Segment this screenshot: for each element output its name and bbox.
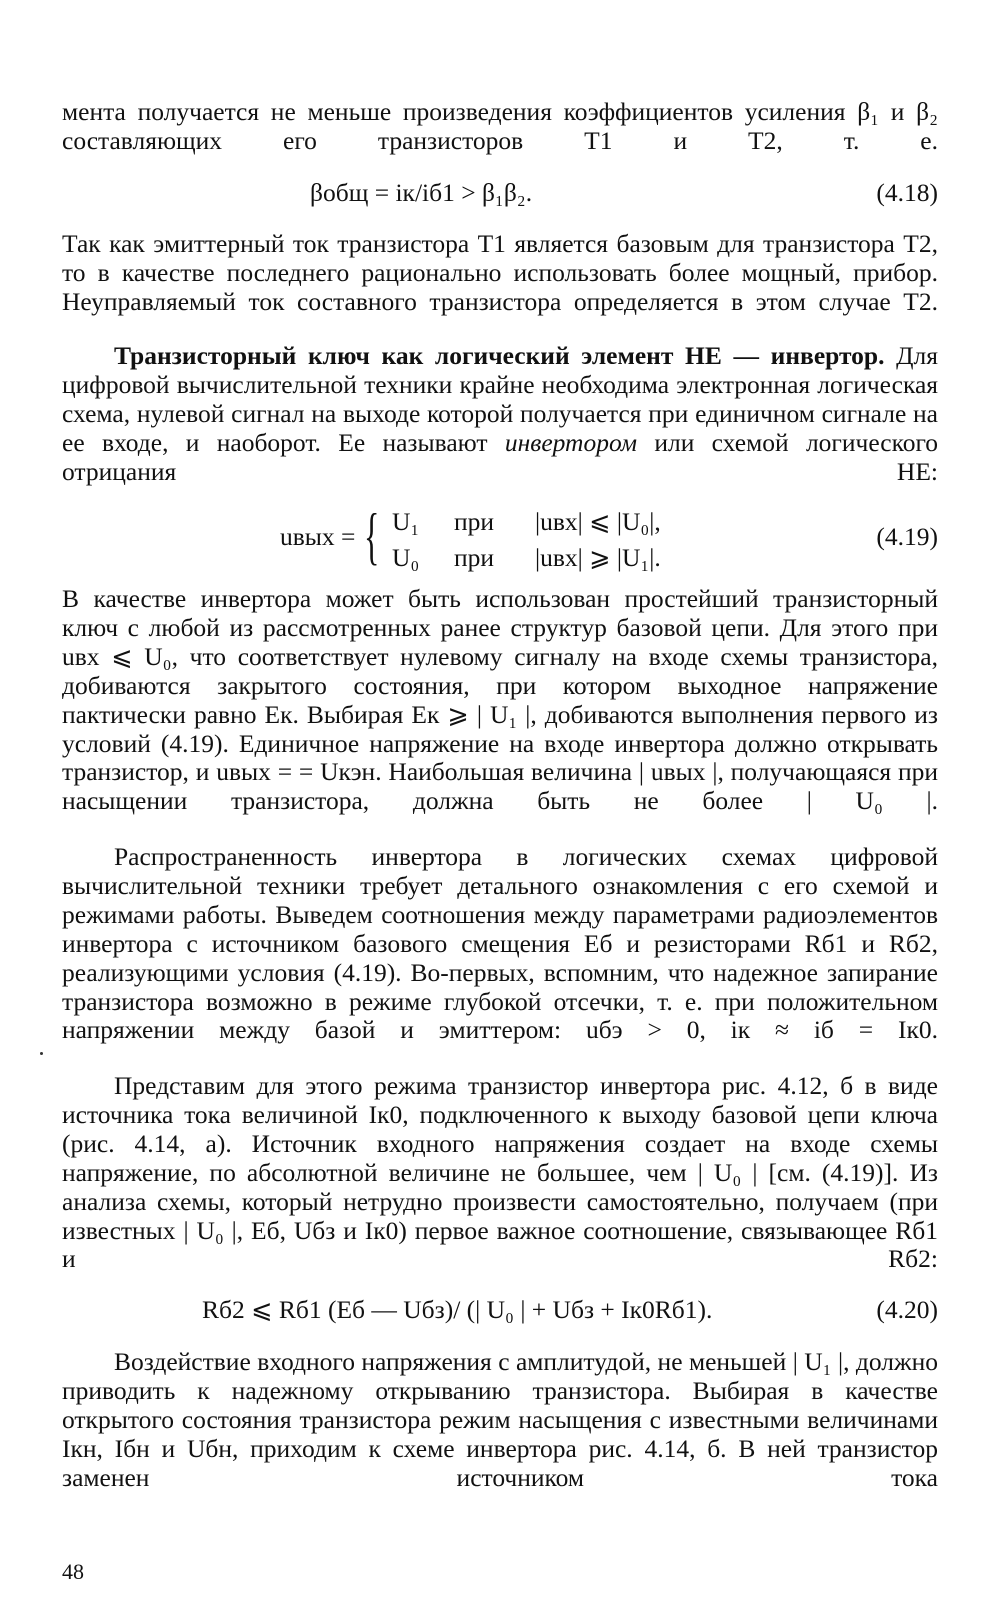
paragraph-emitter-current: Так как эмиттерный ток транзистора T1 является базовым для транзистора T2, то в качестве последнего рационально использовать более мощный, прибор. Неуправляемый ток составного транзистора определяется в этом случае T2. <box>62 229 938 316</box>
inverter-intro-tail: или схемой логического отрицания НЕ: <box>62 427 939 486</box>
equation-4-20-body: Rб2 ⩽ Rб1 (Eб — Uбз)/ (| U₀ | + Uбз + Iк0Rб1). <box>202 1295 713 1324</box>
equation-4-20-number: (4.20) <box>876 1295 938 1324</box>
equation-4-19-row-2-condition: |uвх| ⩾ |U₁|. <box>535 543 661 572</box>
paragraph-inverter-intro <box>62 342 938 487</box>
equation-4-19-number: (4.19) <box>876 522 938 551</box>
equation-4-19 <box>62 500 938 575</box>
equation-4-19-lhs: uвых = <box>280 522 356 551</box>
equation-4-19-row-2 <box>392 543 661 573</box>
inverter-term: инвертором <box>504 427 638 457</box>
equation-4-19-row-1-value: U₁ <box>392 507 420 536</box>
paragraph-continuation: мента получается не меньше произведения коэффициентов усиления β₁ и β₂ составляющих его транзисторов T1 и T2, т. е. <box>62 97 938 155</box>
curly-brace-icon: { <box>364 500 380 571</box>
paragraph-inverter-key: В качестве инвертора может быть использован простейший транзисторный ключ с любой из рассмотренных ранее структур базовой цепи. Для этого при uвх ⩽ U₀, что соответствует нулевому сигналу на входе схемы транзистора, добиваются закрытого состояния, при котором выходное напряжение пактически равно Eк. Выбирая Eк ⩾ | U₁ |, добиваются выполнения первого из условий (4.19). Единичное напряжение на входе инвертора должно открывать транзистор, и uвых = = Uкэн. Наибольшая величина | uвых |, получающаяся при насыщении транзистора, должна быть не более | U₀ |. <box>62 584 938 816</box>
scan-speck-icon <box>40 1052 43 1055</box>
equation-4-20 <box>62 1295 938 1325</box>
equation-4-19-row-2-word: при <box>454 543 495 572</box>
equation-4-19-row-1-condition: |uвх| ⩽ |U₀|, <box>535 507 661 536</box>
equation-4-19-row-1 <box>392 507 661 537</box>
equation-4-18-body: βобщ = iк/iб1 > β₁β₂. <box>310 178 533 207</box>
paragraph-input-voltage: Воздействие входного напряжения с амплитудой, не меньшей | U₁ |, должно приводить к надежному открыванию транзистора. Выбирая в качестве открытого состояния транзистора режим насыщения с известными величинами Iкн, Iбн и Uбн, приходим к схеме инвертора рис. 4.14, б. В ней транзистор заменен источником тока <box>62 1347 938 1492</box>
equation-4-18-number: (4.18) <box>876 178 938 207</box>
page-number: 48 <box>62 1559 84 1584</box>
section-heading: Транзисторный ключ как логический элемент НЕ — инвертор. <box>114 341 885 370</box>
equation-4-18 <box>62 178 938 208</box>
equation-4-19-row-2-value: U₀ <box>392 543 420 572</box>
inverter-intro-body: Для цифровой вычислительной техники крайне необходима электронная логическая схема, нулевой сигнал на выходе которой получается при единичном сигнале на ее входе, и наоборот. Ее называют <box>62 341 939 457</box>
paragraph-inverter-prevalence: Распространенность инвертора в логических схемах цифровой вычислительной техники требует детального ознакомления с его схемой и режимами работы. Выведем соотношения между параметрами радиоэлементов инвертора с источником базового смещения Eб и резисторами Rб1 и Rб2, реализующими условия (4.19). Во-первых, вспомним, что надежное запирание транзистора возможно в режиме глубокой отсечки, т. е. при положительном напряжении между базой и эмиттером: uбэ > 0, iк ≈ iб = Iк0. <box>62 842 938 1045</box>
equation-4-19-row-1-word: при <box>454 507 495 536</box>
paragraph-current-source: Представим для этого режима транзистор инвертора рис. 4.12, б в виде источника тока величиной Iк0, подключенного к выходу базовой цепи ключа (рис. 4.14, а). Источник входного напряжения создает на входе схемы напряжение, по абсолютной величине не большее, чем | U₀ | [см. (4.19)]. Из анализа схемы, который нетрудно произвести самостоятельно, получаем (при известных | U₀ |, Eб, Uбз и Iк0) первое важное соотношение, связывающее Rб1 и Rб2: <box>62 1071 938 1274</box>
